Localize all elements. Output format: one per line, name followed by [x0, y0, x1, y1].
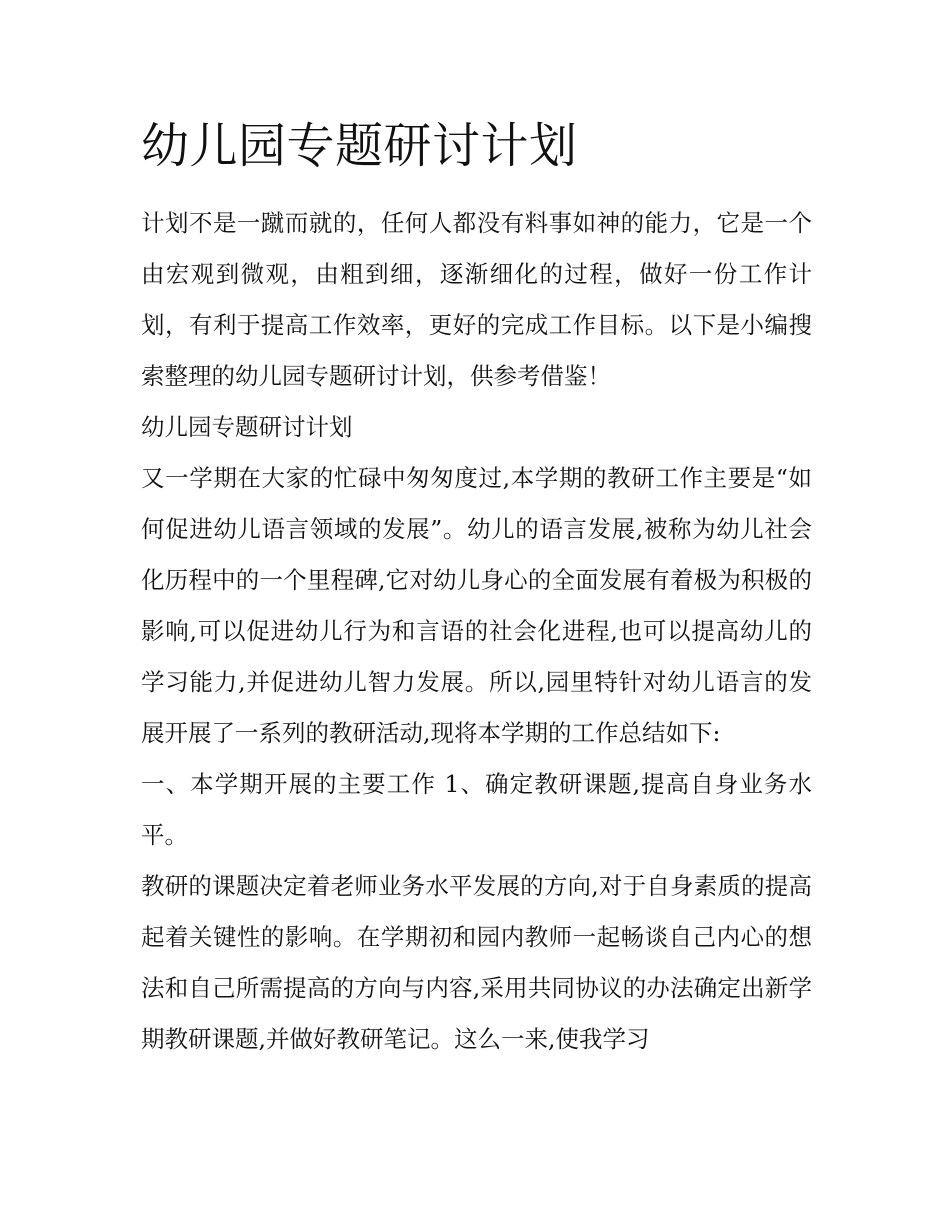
section-subtitle: 幼儿园专题研讨计划 — [141, 413, 353, 441]
summary-paragraph: 又一学期在大家的忙碌中匆匆度过,本学期的教研工作主要是“如何促进幼儿语言领域的发展”。幼儿的语言发展,被称为幼儿社会化历程中的一个里程碑,它对幼儿身心的全面发展有着极为积极的影响,可以促进幼儿行为和言语的社会化进程,也可以提高幼儿的学习能力,并促进幼儿智力发展。所以,园里特针对幼儿语言的发展开展了一系列的教研活动,现将本学期的工作总结如下: — [141, 464, 812, 747]
research-topic-paragraph: 教研的课题决定着老师业务水平发展的方向,对于自身素质的提高起着关键性的影响。在学期初和园内教师一起畅谈自己内心的想法和自己所需提高的方向与内容,采用共同协议的办法确定出新学期教研课题,并做好教研笔记。这么一来,使我学习 — [141, 872, 812, 1053]
intro-paragraph: 计划不是一蹴而就的，任何人都没有料事如神的能力，它是一个由宏观到微观，由粗到细，逐渐细化的过程，做好一份工作计划，有利于提高工作效率，更好的完成工作目标。以下是小编搜索整理的幼儿园专题研讨计划，供参考借鉴！ — [141, 209, 812, 390]
document-title: 幼儿园专题研讨计划 — [141, 118, 578, 174]
section-heading-paragraph: 一、本学期开展的主要工作 1、确定教研课题,提高自身业务水平。 — [141, 770, 812, 849]
